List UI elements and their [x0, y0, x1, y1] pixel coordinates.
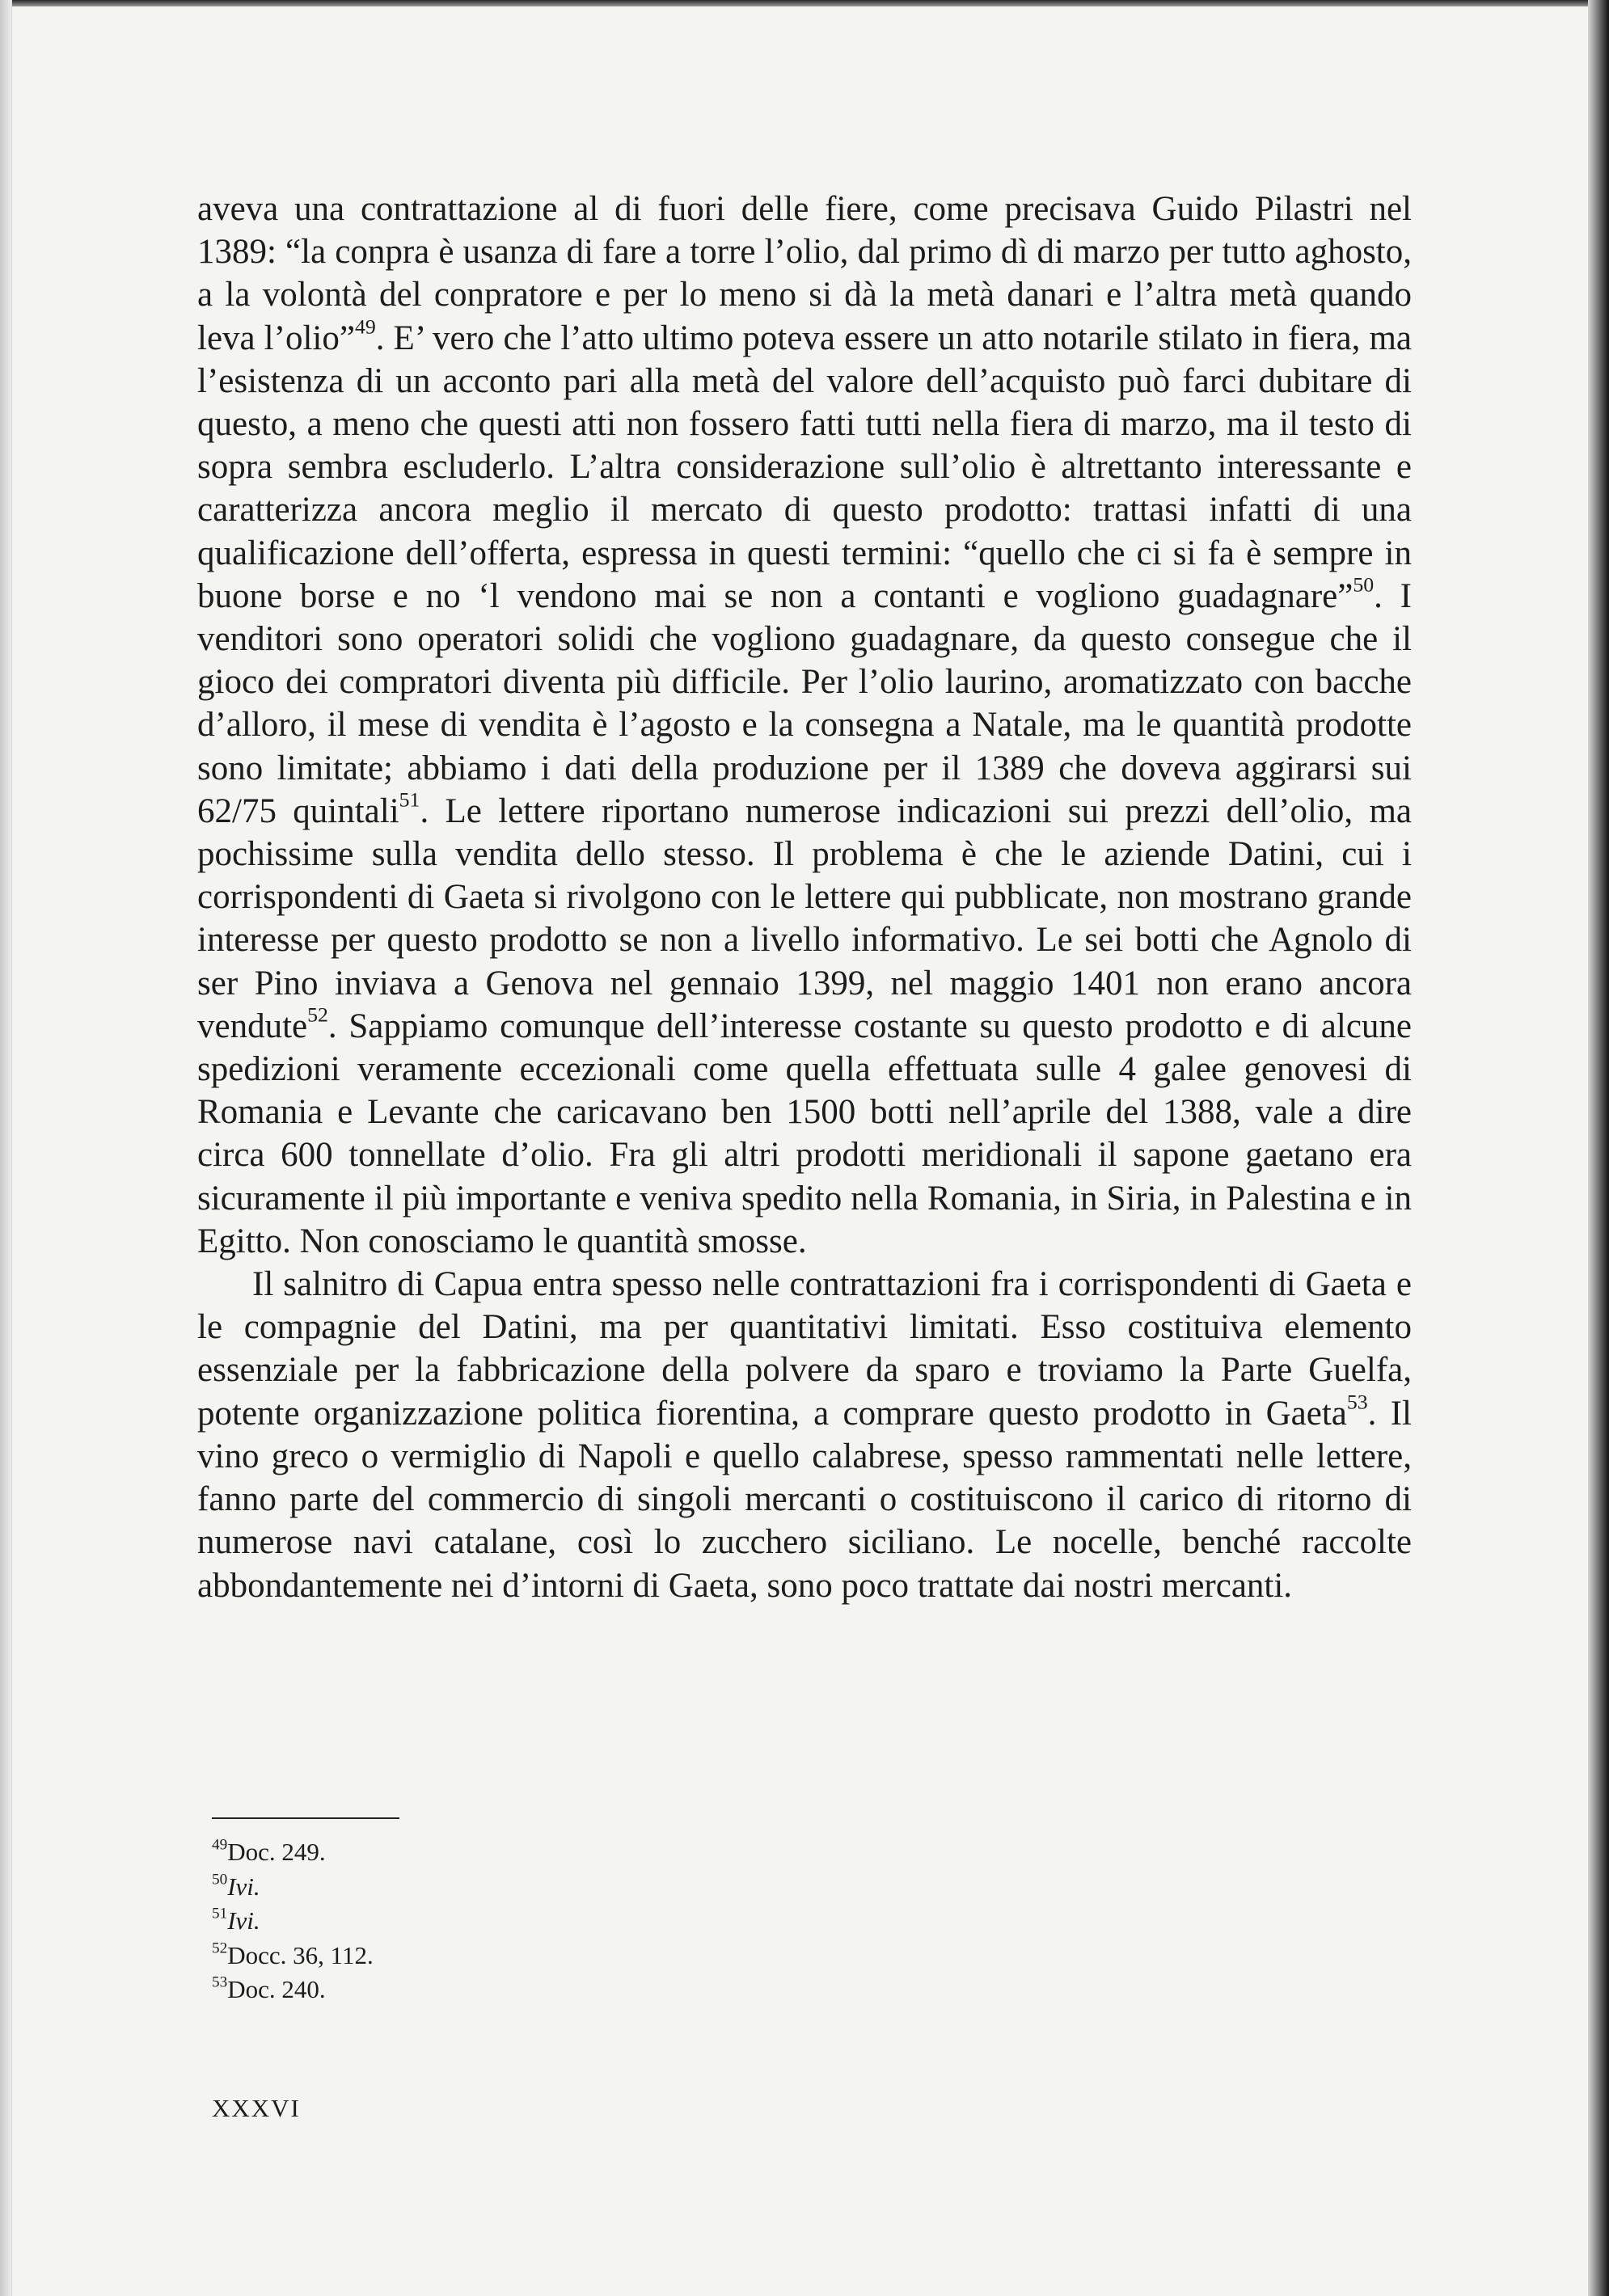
text-run: . Il vino greco o vermiglio di Napoli e quello calabrese, spesso rammentati nelle lettere, fanno parte del commercio di singoli mercanti o costituiscono il carico di ritorno di numerose navi catalane, così lo zucchero siciliano. Le nocelle, benché raccolte abbondantemente nei d’intorni di Gaeta, sono poco trattate dai nostri mercanti.: [197, 1394, 1412, 1605]
text-run: aveva una contrattazione al di fuori delle fiere, come precisava Guido Pilastri nel 1389: “la conpra è usanza di fare a torre l’olio, dal primo dì di marzo per tutto aghosto, a la volontà del conpratore e per lo meno si dà la metà danari e l’altra metà quando leva l’olio”: [197, 190, 1412, 357]
footnote-text: Doc. 240.: [227, 1975, 326, 2003]
footnote-number: 52: [212, 1939, 228, 1957]
footnote-52: [212, 1939, 374, 1973]
footnote-text: Doc. 249.: [227, 1838, 326, 1866]
text-run: . Le lettere riportano numerose indicazioni sui prezzi dell’olio, ma pochissime sulla vendita dello stesso. Il problema è che le aziende Datini, cui i corrispondenti di Gaeta si rivolgono con le lettere qui pubblicate, non mostrano grande interesse per questo prodotto se non a livello informativo. Le sei botti che Agnolo di ser Pino inviava a Genova nel gennaio 1399, nel maggio 1401 non erano ancora vendute: [197, 791, 1412, 1045]
footnote-ref-53: 53: [1346, 1390, 1368, 1414]
paragraph-olio: [197, 188, 1412, 1263]
body-text: [197, 188, 1412, 1607]
footnote-number: 49: [212, 1836, 228, 1854]
footnote-ref-52: 52: [307, 1002, 328, 1027]
footnote-ref-50: 50: [1353, 572, 1375, 597]
footnote-separator: [212, 1817, 399, 1819]
text-run: Il salnitro di Capua entra spesso nelle contrattazioni fra i corrispondenti di Gaeta e le compagnie del Datini, ma per quantitativi limitati. Esso costituiva elemento essenziale per la fabbricazione della polvere da sparo e troviamo la Parte Guelfa, potente organizzazione politica fiorentina, a comprare questo prodotto in Gaeta: [197, 1265, 1412, 1433]
paragraph-salnitro: [197, 1263, 1412, 1607]
footnote-text: Ivi.: [227, 1872, 260, 1901]
footnote-50: [212, 1870, 374, 1905]
footnote-number: 50: [212, 1871, 228, 1889]
footnote-text: Ivi.: [227, 1906, 260, 1935]
footnotes: [212, 1835, 374, 2007]
footnote-number: 53: [212, 1973, 228, 1991]
footnote-51: [212, 1904, 374, 1939]
text-run: . I venditori sono operatori solidi che vogliono guadagnare, da questo consegue che il gioco dei compratori diventa più difficile. Per l’olio laurino, aromatizzato con bacche d’alloro, il mese di vendita è l’agosto e la consegna a Natale, ma le quantità prodotte sono limitate; abbiamo i dati della produzione per il 1389 che doveva aggirarsi sui 62/75 quintali: [197, 576, 1412, 830]
text-run: . E’ vero che l’atto ultimo poteva essere un atto notarile stilato in fiera, ma l’esistenza di un acconto pari alla metà del valore dell’acquisto può farci dubitare di questo, a meno che questi atti non fossero fatti tutti nella fiera di marzo, ma il testo di sopra sembra escluderlo. L’altra considerazione sull’olio è altrettanto interessante e caratterizza ancora meglio il mercato di questo prodotto: trattasi infatti di una qualificazione dell’offerta, espressa in questi termini: “quello che ci si fa è sempre in buone borse e no ‘l vendono mai se non a contanti e vogliono guadagnare”: [197, 319, 1412, 615]
page-number: XXXVI: [212, 2094, 301, 2122]
footnote-number: 51: [212, 1905, 228, 1922]
footnote-text: Docc. 36, 112.: [227, 1940, 374, 1969]
footnote-53: [212, 1973, 374, 2007]
footnote-ref-49: 49: [354, 314, 376, 339]
footnote-49: [212, 1835, 374, 1870]
footnote-ref-51: 51: [399, 787, 420, 812]
text-run: . Sappiamo comunque dell’interesse costante su questo prodotto e di alcune spedizioni veramente eccezionali come quella effettuata sulle 4 galee genovesi di Romania e Levante che caricavano ben 1500 botti nell’aprile del 1388, vale a dire circa 600 tonnellate d’olio. Fra gli altri prodotti meridionali il sapone gaetano era sicuramente il più importante e veniva spedito nella Romania, in Siria, in Palestina e in Egitto. Non conosciamo le quantità smosse.: [197, 1007, 1412, 1260]
